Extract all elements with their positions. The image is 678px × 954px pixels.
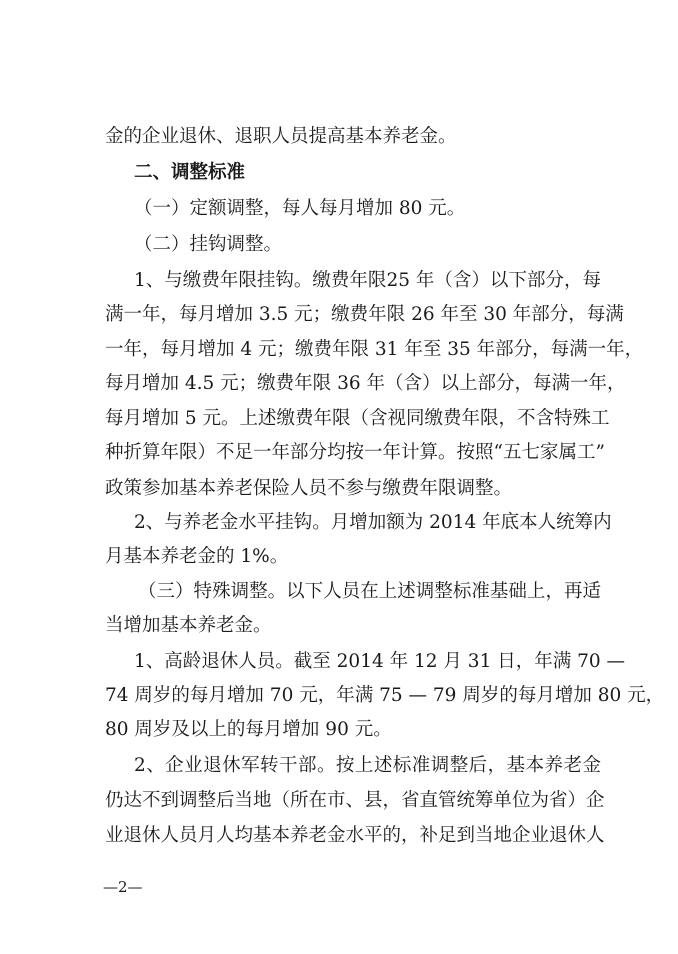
text-line-6: 满一年，每月增加 3.5 元；缴费年限 26 年至 30 年部分，每满 xyxy=(105,304,624,325)
text-line-11: 政策参加基本养老保险人员不参与缴费年限调整。 xyxy=(105,478,513,499)
text-line-20: 仍达不到调整后当地（所在市、县，省直管统筹单位为省）企 xyxy=(105,790,605,811)
text-line-3: （一）定额调整，每人每月增加 80 元。 xyxy=(134,198,466,219)
text-line-21: 业退休人员月人均基本养老金水平的，补足到当地企业退休人 xyxy=(105,825,605,846)
text-line-18: 80 周岁及以上的每月增加 90 元。 xyxy=(105,719,392,740)
text-line-19: 2、企业退休军转干部。按上述标准调整后，基本养老金 xyxy=(134,755,601,776)
text-line-7: 一年，每月增加 4 元；缴费年限 31 年至 35 年部分，每满一年， xyxy=(105,339,644,360)
text-line-9: 每月增加 5 元。上述缴费年限（含视同缴费年限，不含特殊工 xyxy=(105,408,610,429)
text-line-4: （二）挂钩调整。 xyxy=(134,234,283,255)
text-line-5: 1、与缴费年限挂钩。缴费年限25 年（含）以下部分，每 xyxy=(134,270,601,291)
section-heading: 二、调整标准 xyxy=(134,162,246,183)
text-line-12: 2、与养老金水平挂钩。月增加额为 2014 年底本人统筹内 xyxy=(134,512,612,533)
text-line-1: 金的企业退休、退职人员提高基本养老金。 xyxy=(105,126,457,147)
text-line-16: 1、高龄退休人员。截至 2014 年 12 月 31 日，年满 70 — xyxy=(134,651,626,672)
text-line-10: 种折算年限）不足一年部分均按一年计算。按照“五七家属工” xyxy=(105,442,605,463)
text-line-8: 每月增加 4.5 元；缴费年限 36 年（含）以上部分，每满一年， xyxy=(105,373,626,394)
text-line-14: （三）特殊调整。以下人员在上述调整标准基础上，再适 xyxy=(138,581,601,602)
text-line-13: 月基本养老金的 1%。 xyxy=(105,546,289,567)
text-line-15: 当增加基本养老金。 xyxy=(105,615,272,636)
text-line-17: 74 周岁的每月增加 70 元，年满 75 — 79 周岁的每月增加 80 元， xyxy=(105,685,665,706)
page-number: —2— xyxy=(103,878,143,896)
